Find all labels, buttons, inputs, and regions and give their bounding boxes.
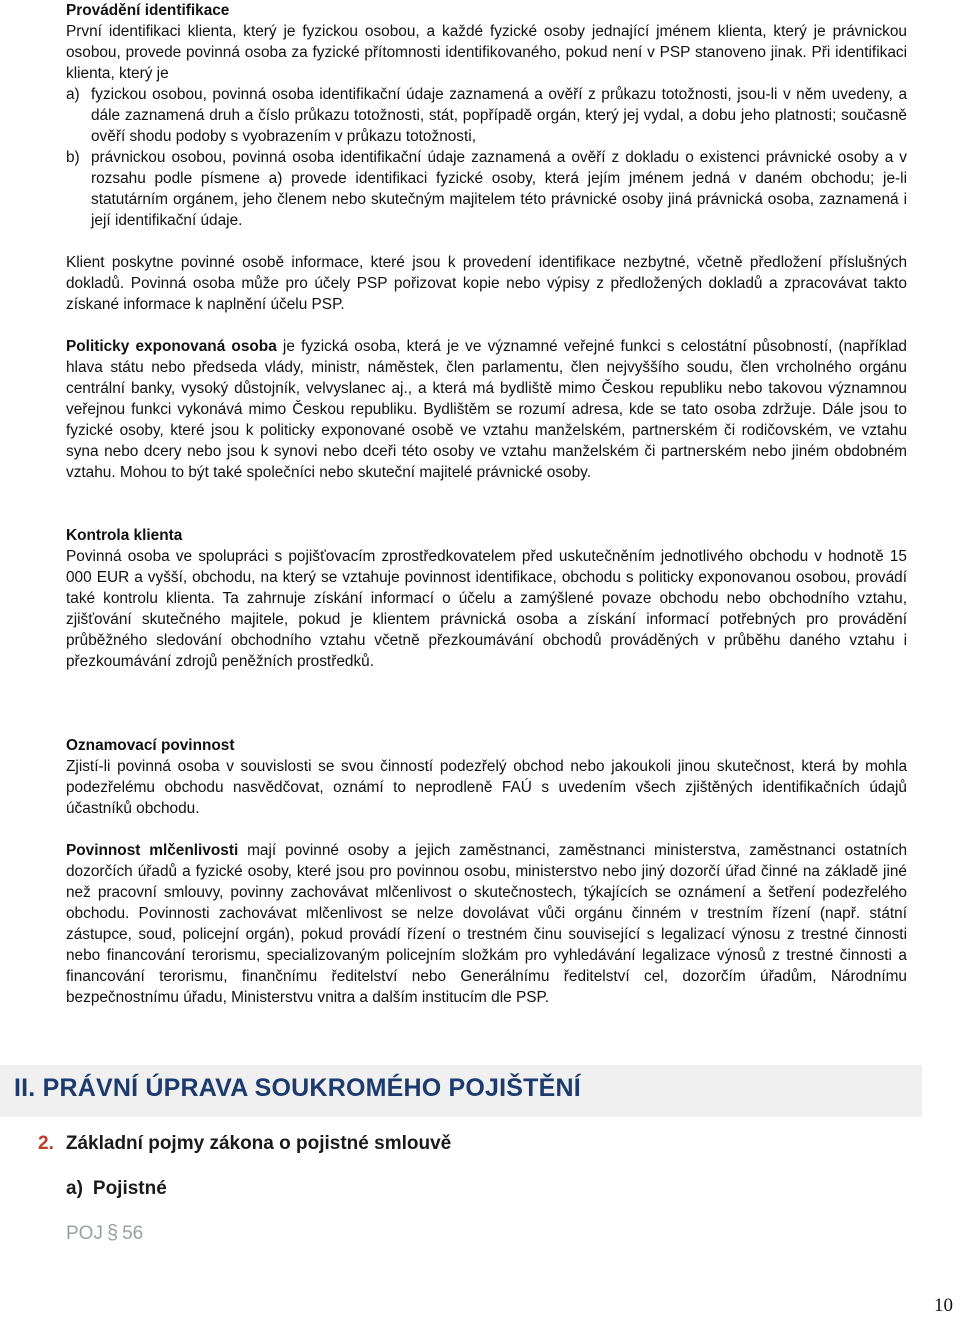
reporting-heading: Oznamovací povinnost <box>66 737 235 754</box>
client-info-paragraph: Klient poskytne povinné osobě informace, které jsou k provedení identifikace nezbytné, včetně předložení příslušných dokladů. Povinná osoba může pro účely PSP pořizovat kopie nebo výpisy z předložených dokladů a zpracovávat takto získané informace k naplnění účelu PSP. <box>66 254 907 313</box>
reference-code <box>66 1222 143 1245</box>
reference-number: 56 <box>122 1223 144 1244</box>
list-marker: b) <box>66 149 80 166</box>
reference-prefix: POJ <box>66 1223 103 1244</box>
client-check-heading: Kontrola klienta <box>66 527 183 544</box>
list-marker: a) <box>66 86 80 103</box>
paragraph-sign-icon: § <box>106 1222 119 1244</box>
list-item-text: fyzickou osobou, povinná osoba identifikační údaje zaznamená a ověří z průkazu totožnosti, jsou-li v něm uvedeny, a dále zaznamená druh a číslo průkazu totožnosti, stát, popřípadě orgán, který jej vydal, a dobu jeho platnosti; současně ověří shodu podoby s vyobrazením v průkazu totožnosti, <box>91 86 907 145</box>
subsection-number: 2. <box>38 1133 54 1154</box>
subsubsection-letter: a) <box>66 1178 83 1199</box>
pep-paragraph <box>66 336 907 483</box>
section-banner <box>0 1065 922 1117</box>
page-number: 10 <box>934 1295 953 1316</box>
identification-heading: Provádění identifikace <box>66 2 230 19</box>
list-item-b <box>66 147 907 231</box>
reporting-text: Zjistí-li povinná osoba v souvislosti se svou činností podezřelý obchod nebo jakoukoli jinou skutečnost, která by mohla podezřelému obchodu nasvědčovat, oznámí to neprodleně FAÚ s uvedením všech zjištěných identifikačních údajů účastníků obchodu. <box>66 758 907 817</box>
subsubsection-title-text: Pojistné <box>92 1178 167 1199</box>
list-item-text: právnickou osobou, povinná osoba identifikační údaje zaznamená a ověří z dokladu o existenci právnické osoby a v rozsahu podle písmene a) provede identifikaci fyzické osoby, která jejím jménem jedná v daném obchodu; je-li statutárním orgánem, jeho členem nebo skutečným majitelem této právnické osoby jiná právnická osoba, zaznamená i její identifikační údaje. <box>91 149 907 229</box>
confidentiality-term: Povinnost mlčenlivosti <box>66 842 239 859</box>
identification-intro: První identifikaci klienta, který je fyzickou osobou, a každé fyzické osoby jednající jménem klienta, který je právnickou osobou, provede povinná osoba za fyzické přítomnosti identifikovaného, pokud není v PSP stanoveno jinak. Při identifikaci klienta, který je <box>66 23 907 82</box>
confidentiality-paragraph <box>66 840 907 1008</box>
list-item-a <box>66 84 907 147</box>
pep-text: je fyzická osoba, která je ve významné veřejné funkci s celostátní působností, (například hlava státu nebo předseda vlády, ministr, náměstek, člen parlamentu, člen nejvyššího soudu, člen vrcholného orgánu centrální banky, vysoký důstojník, velvyslanec aj., a která má bydliště mimo Českou republiku nebo takovou významnou veřejnou funkci vykonává mimo Českou republiku. Bydlištěm se rozumí adresa, kde se tato osoba zdržuje. Dále jsou to fyzické osoby, které jsou k politicky exponované osobě ve vztahu manželském, partnerském či rodičovském, ve vztahu syna nebo dcery nebo jsou k synovi nebo dceři této osoby ve vztahu manželském či partnerském nebo jiném obdobném vztahu. Mohou to být také společníci nebo skuteční majitelé právnické osoby. <box>66 338 907 481</box>
subsubsection-title <box>66 1178 167 1200</box>
section-title: II. PRÁVNÍ ÚPRAVA SOUKROMÉHO POJIŠTĚNÍ <box>14 1074 581 1102</box>
subsection-title <box>38 1133 451 1155</box>
client-check-text: Povinná osoba ve spolupráci s pojišťovacím zprostředkovatelem před uskutečněním jednotlivého obchodu v hodnotě 15 000 EUR a vyšší, obchodu, na který se vztahuje povinnost identifikace, obchodu s politicky exponovanou osobou, provádí také kontrolu klienta. Ta zahrnuje získání informací o účelu a zamýšlené povaze obchodu nebo obchodního vztahu, zjišťování skutečného majitele, pokud je klientem právnická osoba a získání informací potřebných pro provádění průběžného sledování obchodního vztahu včetně přezkoumávání obchodů prováděných v průběhu daného vztahu i přezkoumávání zdrojů peněžních prostředků. <box>66 548 907 670</box>
pep-term: Politicky exponovaná osoba <box>66 338 277 355</box>
subsection-title-text: Základní pojmy zákona o pojistné smlouvě <box>65 1133 452 1154</box>
confidentiality-text: mají povinné osoby a jejich zaměstnanci, zaměstnanci ministerstva, zaměstnanci ostatních dozorčích úřadů a fyzické osoby, které jsou pro povinnou osobu, ministerstvo nebo jiný dozorčí úřad činné na základě jiné než pracovní smlouvy, povinny zachovávat mlčenlivost o skutečnostech, týkajících se oznámení a šetření podezřelého obchodu. Povinnosti zachovávat mlčenlivost se nelze dovolávat vůči orgánu činném v trestním řízení (např. státní zástupce, soud, policejní orgán), pokud provádí řízení o trestném činu související s legalizací výnosu z trestné činnosti nebo financování terorismu, specializovaným policejním složkám pro vyhledávání legalizace výnosů z trestné činnosti a financování terorismu, finančnímu ředitelství nebo Generálnímu ředitelství cel, dozorčím úřadům, Národnímu bezpečnostnímu úřadu, Ministerstvu vnitra a dalším institucím dle PSP. <box>66 842 908 1006</box>
